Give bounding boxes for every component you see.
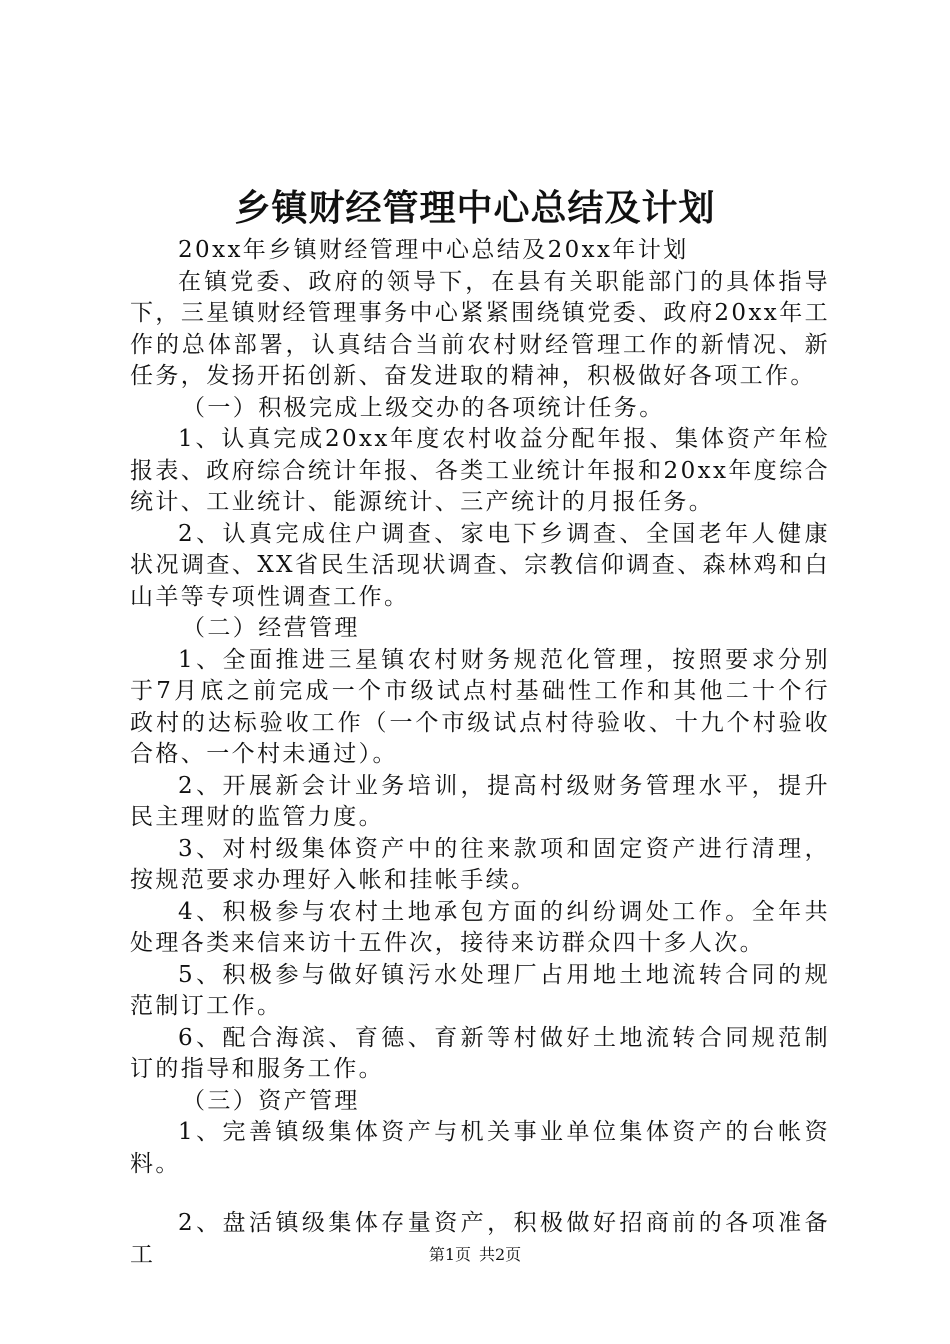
document-body [130, 235, 830, 1271]
document-title: 乡镇财经管理中心总结及计划 [234, 187, 716, 229]
section-2-item-5: 5、积极参与做好镇污水处理厂占用地土地流转合同的规范制订工作。 [130, 961, 830, 1019]
section-1-item-1: 1、认真完成20xx年度农村收益分配年报、集体资产年检报表、政府综合统计年报、各类工业统计年报和20xx年度综合统计、工业统计、能源统计、三产统计的月报任务。 [130, 426, 830, 515]
section-2-item-6: 6、配合海滨、育德、育新等村做好土地流转合同规范制订的指导和服务工作。 [130, 1024, 830, 1082]
section-2-item-2: 2、开展新会计业务培训，提高村级财务管理水平，提升民主理财的监管力度。 [130, 772, 830, 830]
page-number-total: 共2页 [479, 1245, 522, 1264]
section-2-item-4: 4、积极参与农村土地承包方面的纠纷调处工作。全年共处理各类来信来访十五件次，接待来访群众四十多人次。 [130, 898, 830, 956]
section-heading-3: （三）资产管理 [182, 1087, 360, 1114]
intro-paragraph: 在镇党委、政府的领导下，在县有关职能部门的具体指导下，三星镇财经管理事务中心紧紧围绕镇党委、政府20xx年工作的总体部署，认真结合当前农村财经管理工作的新情况、新任务，发扬开拓创新、奋发进取的精神，积极做好各项工作。 [130, 268, 830, 389]
section-heading-2: （二）经营管理 [182, 615, 360, 641]
page-number-current: 第1页 [428, 1245, 471, 1264]
section-heading-1: （一）积极完成上级交办的各项统计任务。 [182, 394, 665, 421]
section-3-item-1: 1、完善镇级集体资产与机关事业单位集体资产的台帐资料。 [130, 1119, 830, 1177]
section-2-item-3: 3、对村级集体资产中的往来款项和固定资产进行清理，按规范要求办理好入帐和挂帐手续。 [130, 835, 830, 893]
section-3-item-2: 2、盘活镇级集体存量资产，积极做好招商前的各项准备工 [130, 1210, 830, 1268]
section-1-item-2: 2、认真完成住户调查、家电下乡调查、全国老年人健康状况调查、XX省民生活现状调查、宗教信仰调查、森林鸡和白山羊等专项性调查工作。 [130, 520, 830, 610]
page-footer [0, 1244, 950, 1266]
section-2-item-1: 1、全面推进三星镇农村财务规范化管理，按照要求分别于7月底之前完成一个市级试点村基础性工作和其他二十个行政村的达标验收工作（一个市级试点村待验收、十九个村验收合格、一个村未通过）。 [130, 646, 830, 767]
subtitle-paragraph: 20xx年乡镇财经管理中心总结及20xx年计划 [178, 237, 689, 263]
